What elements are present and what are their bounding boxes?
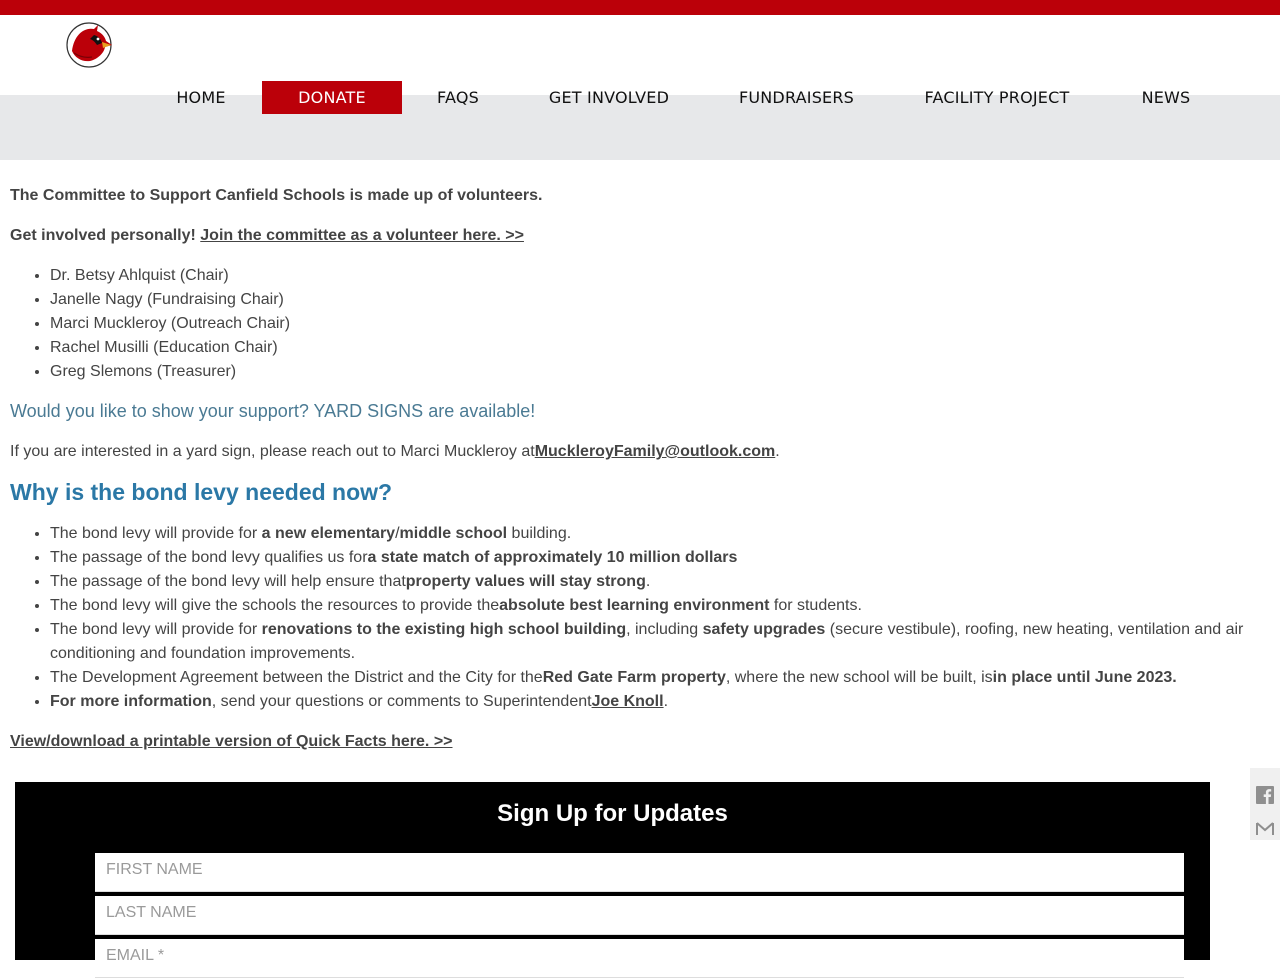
signup-form [15,782,1210,960]
top-red-bar [0,0,1280,15]
email-icon[interactable] [1256,822,1274,840]
why-heading: Why is the bond levy needed now? [10,479,393,505]
yard-signs-text [10,440,780,464]
nav-get-involved[interactable]: GET INVOLVED [548,88,670,107]
nav-donate[interactable]: DONATE [262,81,402,114]
first-name-input[interactable] [95,853,1176,887]
nav-facility-project[interactable]: FACILITY PROJECT [924,88,1070,107]
email-input[interactable] [95,939,1176,973]
superintendent-link[interactable]: Joe Knoll [591,693,664,710]
main-nav [0,81,1280,114]
list-item: • The bond levy will provide for renovations to the existing high school building, including safety upgrades (secure vestibule), roofing, new heating, ventilation and air conditioning and foundation improvements. [50,618,1260,666]
facebook-icon[interactable] [1256,786,1274,804]
social-share-bar [1250,768,1280,840]
intro-line: The Committee to Support Canfield Schools is made up of volunteers. [10,187,543,204]
get-involved-prefix: Get involved personally! [10,227,196,244]
committee-list [10,264,290,384]
quick-facts-link[interactable]: View/download a printable version of Quick Facts here. >> [10,733,453,750]
list-item: • The passage of the bond levy will help ensure thatproperty values will stay strong. [50,570,1260,594]
list-item: • The bond levy will provide for a new elementary/middle school building. [50,522,1260,546]
yard-signs-heading: Would you like to show your support? YARD SIGNS are available! [10,401,536,421]
list-item: • Dr. Betsy Ahlquist (Chair) [50,264,290,288]
list-item: • The Development Agreement between the District and the City for theRed Gate Farm property, where the new school will be built, isin place until June 2023. [50,666,1260,690]
get-involved-line [10,224,524,248]
list-item: • Janelle Nagy (Fundraising Chair) [50,288,290,312]
list-item: • Marci Muckleroy (Outreach Chair) [50,312,290,336]
list-item: • The bond levy will give the schools the resources to provide theabsolute best learning environment for students. [50,594,1260,618]
punctuation: . [775,443,780,460]
nav-news[interactable]: NEWS [1141,88,1191,107]
signup-title: Sign Up for Updates [497,800,728,827]
last-name-input[interactable] [95,896,1176,930]
nav-home[interactable]: HOME [176,88,226,107]
list-item: • Greg Slemons (Treasurer) [50,360,290,384]
quick-facts-line [10,730,453,754]
list-item: • The passage of the bond levy qualifies us fora state match of approximately 10 million dollars [50,546,1260,570]
nav-faqs[interactable]: FAQS [437,88,479,107]
list-item: • For more information, send your questions or comments to SuperintendentJoe Knoll. [50,690,1260,714]
list-item: • Rachel Musilli (Education Chair) [50,336,290,360]
email-field-wrap [95,939,1184,978]
yard-signs-prefix: If you are interested in a yard sign, please reach out to Marci Muckleroy at [10,443,535,460]
join-committee-link[interactable]: Join the committee as a volunteer here. >> [200,227,524,244]
cardinal-logo-icon[interactable] [64,21,114,69]
last-name-field-wrap [95,896,1184,935]
nav-fundraisers[interactable]: FUNDRAISERS [738,88,855,107]
why-list [10,522,1260,714]
email-link[interactable]: MuckleroyFamily@outlook.com [534,443,776,460]
first-name-field-wrap [95,853,1184,892]
